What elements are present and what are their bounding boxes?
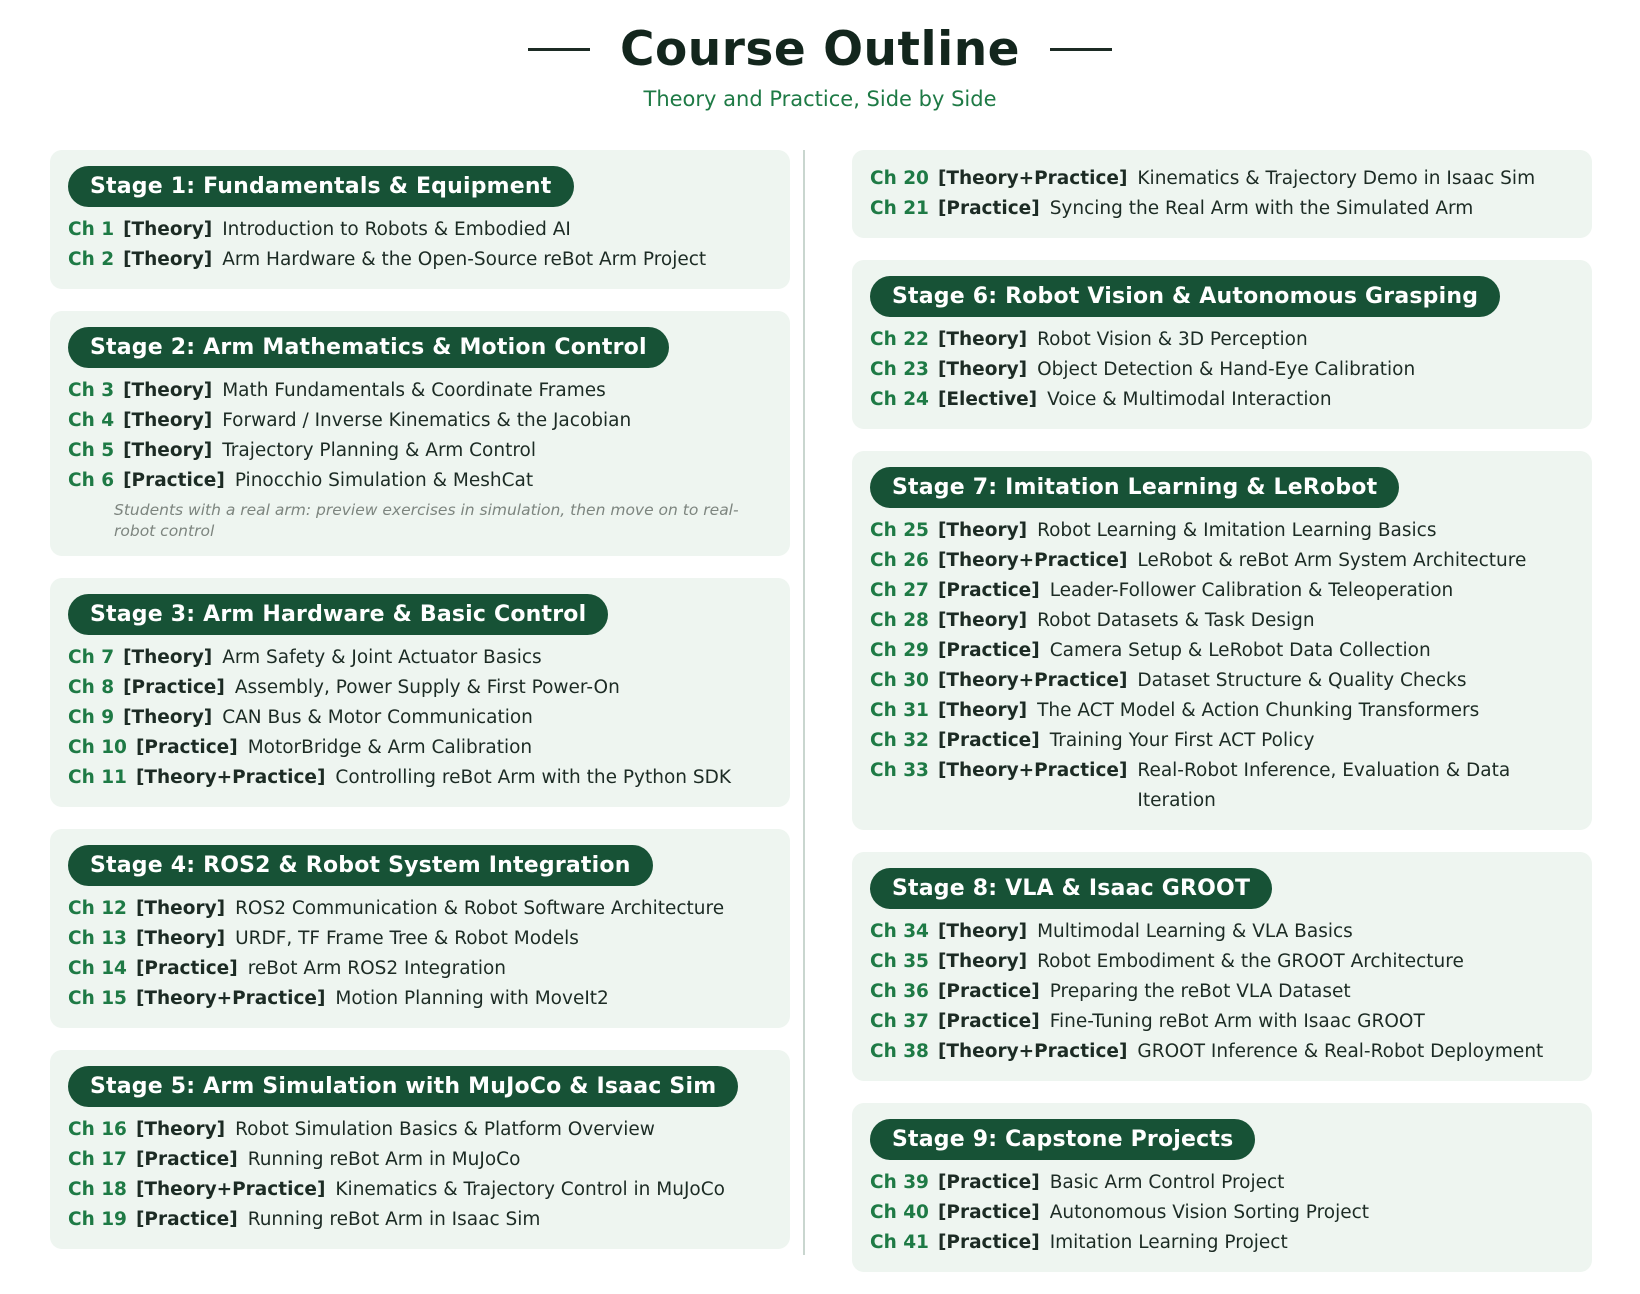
chapter-title: Arm Safety & Joint Actuator Basics xyxy=(222,647,542,668)
chapter-title: Voice & Multimodal Interaction xyxy=(1047,389,1332,410)
title-rule-left xyxy=(528,48,590,51)
chapter-item xyxy=(870,696,1574,726)
chapter-number: Ch 18 xyxy=(68,1179,127,1200)
chapter-number: Ch 19 xyxy=(68,1209,127,1230)
chapter-title: Kinematics & Trajectory Demo in Isaac Sim xyxy=(1137,168,1536,189)
chapter-item xyxy=(68,703,772,733)
chapter-tag: [Theory] xyxy=(123,647,213,668)
stage-label: Stage 4: ROS2 & Robot System Integration xyxy=(68,845,653,886)
chapter-number: Ch 27 xyxy=(870,580,929,601)
chapter-number: Ch 12 xyxy=(68,898,127,919)
chapter-tag: [Practice] xyxy=(937,580,1040,601)
chapter-number: Ch 13 xyxy=(68,928,127,949)
stage-note: Students with a real arm: preview exercises in simulation, then move on to real-robot control xyxy=(114,501,739,540)
chapter-tag: [Practice] xyxy=(135,1149,238,1170)
chapter-tag: [Theory] xyxy=(937,520,1028,541)
chapter-item xyxy=(68,215,772,245)
chapter-title: CAN Bus & Motor Communication xyxy=(222,707,533,728)
chapter-tag: [Practice] xyxy=(937,198,1040,219)
chapter-item xyxy=(870,546,1574,576)
chapter-title: Assembly, Power Supply & First Power-On xyxy=(234,677,620,698)
chapter-tag: [Theory] xyxy=(123,380,213,401)
chapter-tag: [Practice] xyxy=(937,730,1040,751)
chapter-tag: [Practice] xyxy=(937,1172,1040,1193)
chapter-item xyxy=(68,1205,772,1235)
chapter-tag: [Theory] xyxy=(937,921,1028,942)
chapter-number: Ch 1 xyxy=(68,219,115,240)
title-rule-right xyxy=(1050,48,1112,51)
stage-card-6 xyxy=(852,260,1592,429)
chapter-number: Ch 41 xyxy=(870,1232,929,1253)
chapter-title: Arm Hardware & the Open-Source reBot Arm Project xyxy=(222,249,707,270)
chapter-item xyxy=(68,436,772,466)
chapter-number: Ch 29 xyxy=(870,640,929,661)
chapter-number: Ch 20 xyxy=(870,168,929,189)
chapter-number: Ch 37 xyxy=(870,1011,929,1032)
chapter-number: Ch 7 xyxy=(68,647,115,668)
left-column xyxy=(50,150,790,1271)
chapter-tag: [Theory] xyxy=(123,707,213,728)
chapter-title: Fine-Tuning reBot Arm with Isaac GROOT xyxy=(1049,1011,1425,1032)
chapter-title: reBot Arm ROS2 Integration xyxy=(247,958,507,979)
chapter-tag: [Theory] xyxy=(123,440,213,461)
chapter-item xyxy=(68,406,772,436)
chapter-tag: [Theory] xyxy=(123,410,213,431)
chapter-tag: [Elective] xyxy=(937,389,1038,410)
chapter-tag: [Theory] xyxy=(135,898,226,919)
chapter-number: Ch 11 xyxy=(68,767,127,788)
chapter-title: MotorBridge & Arm Calibration xyxy=(247,737,533,758)
chapter-number: Ch 21 xyxy=(870,198,929,219)
chapter-number: Ch 4 xyxy=(68,410,115,431)
chapter-number: Ch 26 xyxy=(870,550,929,571)
chapter-title: Preparing the reBot VLA Dataset xyxy=(1049,981,1351,1002)
stage-card-7 xyxy=(852,451,1592,830)
chapter-number: Ch 8 xyxy=(68,677,115,698)
chapter-item xyxy=(68,466,772,496)
chapter-title: Running reBot Arm in Isaac Sim xyxy=(247,1209,541,1230)
chapter-tag: [Practice] xyxy=(937,1232,1040,1253)
page-header xyxy=(0,22,1640,111)
chapter-tag: [Theory+Practice] xyxy=(937,670,1128,691)
chapter-title: Basic Arm Control Project xyxy=(1049,1172,1285,1193)
page-title: Course Outline xyxy=(619,22,1021,77)
chapter-number: Ch 23 xyxy=(870,359,929,380)
chapter-title: URDF, TF Frame Tree & Robot Models xyxy=(235,928,579,949)
chapter-tag: [Practice] xyxy=(123,677,225,698)
chapter-item xyxy=(68,643,772,673)
chapter-tag: [Theory+Practice] xyxy=(937,168,1128,189)
chapter-title: Pinocchio Simulation & MeshCat xyxy=(234,470,534,491)
stage-card-8 xyxy=(852,852,1592,1081)
chapter-title: GROOT Inference & Real-Robot Deployment xyxy=(1137,1041,1544,1062)
chapter-tag: [Theory] xyxy=(937,359,1028,380)
chapter-tag: [Theory] xyxy=(937,951,1028,972)
chapter-tag: [Practice] xyxy=(937,1202,1040,1223)
chapter-number: Ch 39 xyxy=(870,1172,929,1193)
chapter-number: Ch 38 xyxy=(870,1041,929,1062)
chapter-title: Camera Setup & LeRobot Data Collection xyxy=(1049,640,1431,661)
chapter-tag: [Theory] xyxy=(937,329,1028,350)
chapter-item xyxy=(870,1228,1574,1258)
chapter-item xyxy=(870,606,1574,636)
chapter-number: Ch 10 xyxy=(68,737,127,758)
chapter-tag: [Theory+Practice] xyxy=(135,1179,326,1200)
chapter-item xyxy=(68,1175,772,1205)
chapter-number: Ch 35 xyxy=(870,951,929,972)
chapter-title: Running reBot Arm in MuJoCo xyxy=(247,1149,521,1170)
chapter-item xyxy=(870,385,1574,415)
chapter-tag: [Theory+Practice] xyxy=(937,760,1128,781)
chapter-tag: [Practice] xyxy=(135,1209,238,1230)
chapter-tag: [Theory] xyxy=(135,1119,226,1140)
chapter-number: Ch 32 xyxy=(870,730,929,751)
chapter-title: Robot Embodiment & the GROOT Architecture xyxy=(1037,951,1464,972)
chapter-title: Kinematics & Trajectory Control in MuJoCo xyxy=(335,1179,725,1200)
chapter-title: Introduction to Robots & Embodied AI xyxy=(222,219,571,240)
chapter-title: Leader-Follower Calibration & Teleoperation xyxy=(1049,580,1454,601)
title-row xyxy=(0,22,1640,77)
chapter-item xyxy=(870,194,1574,224)
chapter-item xyxy=(870,1168,1574,1198)
stage-label: Stage 9: Capstone Projects xyxy=(870,1119,1255,1160)
chapter-tag: [Theory] xyxy=(937,700,1028,721)
stage-label: Stage 3: Arm Hardware & Basic Control xyxy=(68,594,608,635)
chapter-number: Ch 17 xyxy=(68,1149,127,1170)
chapter-item xyxy=(68,894,772,924)
chapter-item xyxy=(68,673,772,703)
stage-label: Stage 5: Arm Simulation with MuJoCo & Isaac Sim xyxy=(68,1066,738,1107)
chapter-number: Ch 25 xyxy=(870,520,929,541)
chapter-tag: [Practice] xyxy=(135,737,238,758)
chapter-tag: [Practice] xyxy=(123,470,225,491)
chapter-tag: [Theory] xyxy=(123,219,213,240)
chapter-number: Ch 5 xyxy=(68,440,115,461)
chapter-title: Math Fundamentals & Coordinate Frames xyxy=(222,380,606,401)
chapter-tag: [Practice] xyxy=(937,1011,1040,1032)
chapter-item xyxy=(68,733,772,763)
chapter-number: Ch 40 xyxy=(870,1202,929,1223)
chapter-tag: [Theory+Practice] xyxy=(135,767,326,788)
stage-card-1 xyxy=(50,150,790,289)
chapter-number: Ch 15 xyxy=(68,988,127,1009)
chapter-item xyxy=(870,977,1574,1007)
chapter-title: Training Your First ACT Policy xyxy=(1049,730,1315,751)
chapter-number: Ch 9 xyxy=(68,707,115,728)
chapter-number: Ch 33 xyxy=(870,760,929,781)
chapter-item xyxy=(870,666,1574,696)
stage-label: Stage 8: VLA & Isaac GROOT xyxy=(870,868,1272,909)
stage-label: Stage 7: Imitation Learning & LeRobot xyxy=(870,467,1399,508)
chapter-title: Trajectory Planning & Arm Control xyxy=(222,440,537,461)
chapter-number: Ch 28 xyxy=(870,610,929,631)
chapter-item xyxy=(68,1145,772,1175)
stage-card-3 xyxy=(50,578,790,807)
chapter-item xyxy=(68,376,772,406)
chapter-item xyxy=(870,516,1574,546)
chapter-title: Imitation Learning Project xyxy=(1049,1232,1288,1253)
stage-card-4 xyxy=(50,829,790,1028)
chapter-title: Robot Learning & Imitation Learning Basics xyxy=(1037,520,1437,541)
chapter-title: Motion Planning with MoveIt2 xyxy=(335,988,609,1009)
page-subtitle: Theory and Practice, Side by Side xyxy=(643,87,997,111)
chapter-number: Ch 6 xyxy=(68,470,115,491)
chapter-item xyxy=(870,756,1574,816)
chapter-title: Syncing the Real Arm with the Simulated Arm xyxy=(1049,198,1474,219)
stage-label: Stage 6: Robot Vision & Autonomous Grasping xyxy=(870,276,1500,317)
stage-label: Stage 1: Fundamentals & Equipment xyxy=(68,166,574,207)
chapter-title: Robot Vision & 3D Perception xyxy=(1037,329,1308,350)
chapter-tag: [Theory] xyxy=(937,610,1028,631)
chapter-tag: [Practice] xyxy=(135,958,238,979)
stage-card-5 xyxy=(50,1050,790,1249)
chapter-tag: [Theory] xyxy=(123,249,213,270)
chapter-item xyxy=(68,1115,772,1145)
chapter-title: Object Detection & Hand-Eye Calibration xyxy=(1037,359,1416,380)
right-column xyxy=(852,150,1592,1294)
chapter-title: The ACT Model & Action Chunking Transformers xyxy=(1037,700,1480,721)
chapter-tag: [Theory+Practice] xyxy=(937,550,1128,571)
chapter-number: Ch 34 xyxy=(870,921,929,942)
column-divider xyxy=(803,150,805,1255)
chapter-item xyxy=(870,726,1574,756)
chapter-item xyxy=(870,576,1574,606)
chapter-item xyxy=(870,1198,1574,1228)
chapter-item xyxy=(68,763,772,793)
chapter-item xyxy=(870,917,1574,947)
chapter-tag: [Practice] xyxy=(937,981,1040,1002)
chapter-item xyxy=(68,984,772,1014)
chapter-title: Dataset Structure & Quality Checks xyxy=(1137,670,1467,691)
stage-card-continuation xyxy=(852,150,1592,238)
chapter-title: ROS2 Communication & Robot Software Architecture xyxy=(235,898,725,919)
chapter-tag: [Theory] xyxy=(135,928,226,949)
chapter-number: Ch 22 xyxy=(870,329,929,350)
chapter-title: Forward / Inverse Kinematics & the Jacobian xyxy=(222,410,632,431)
chapter-number: Ch 24 xyxy=(870,389,929,410)
chapter-item xyxy=(870,325,1574,355)
stage-card-9 xyxy=(852,1103,1592,1272)
chapter-item xyxy=(870,1007,1574,1037)
chapter-title: LeRobot & reBot Arm System Architecture xyxy=(1137,550,1527,571)
chapter-number: Ch 36 xyxy=(870,981,929,1002)
chapter-title: Autonomous Vision Sorting Project xyxy=(1049,1202,1370,1223)
chapter-item xyxy=(68,954,772,984)
stage-card-2 xyxy=(50,311,790,556)
chapter-tag: [Theory+Practice] xyxy=(135,988,326,1009)
chapter-title: Robot Simulation Basics & Platform Overview xyxy=(235,1119,655,1140)
stage-label: Stage 2: Arm Mathematics & Motion Control xyxy=(68,327,669,368)
chapter-tag: [Theory+Practice] xyxy=(937,1041,1128,1062)
chapter-item xyxy=(870,947,1574,977)
chapter-tag: [Practice] xyxy=(937,640,1040,661)
chapter-number: Ch 14 xyxy=(68,958,127,979)
chapter-number: Ch 16 xyxy=(68,1119,127,1140)
chapter-item xyxy=(870,164,1574,194)
chapter-number: Ch 31 xyxy=(870,700,929,721)
chapter-item xyxy=(68,245,772,275)
chapter-item xyxy=(870,636,1574,666)
chapter-number: Ch 3 xyxy=(68,380,115,401)
chapter-title: Robot Datasets & Task Design xyxy=(1037,610,1315,631)
chapter-item xyxy=(68,924,772,954)
chapter-item xyxy=(870,1037,1574,1067)
chapter-title: Real-Robot Inference, Evaluation & Data Iteration xyxy=(1137,760,1511,811)
chapter-item xyxy=(870,355,1574,385)
chapter-title: Controlling reBot Arm with the Python SDK xyxy=(335,767,731,788)
chapter-number: Ch 2 xyxy=(68,249,115,270)
chapter-number: Ch 30 xyxy=(870,670,929,691)
chapter-title: Multimodal Learning & VLA Basics xyxy=(1037,921,1353,942)
